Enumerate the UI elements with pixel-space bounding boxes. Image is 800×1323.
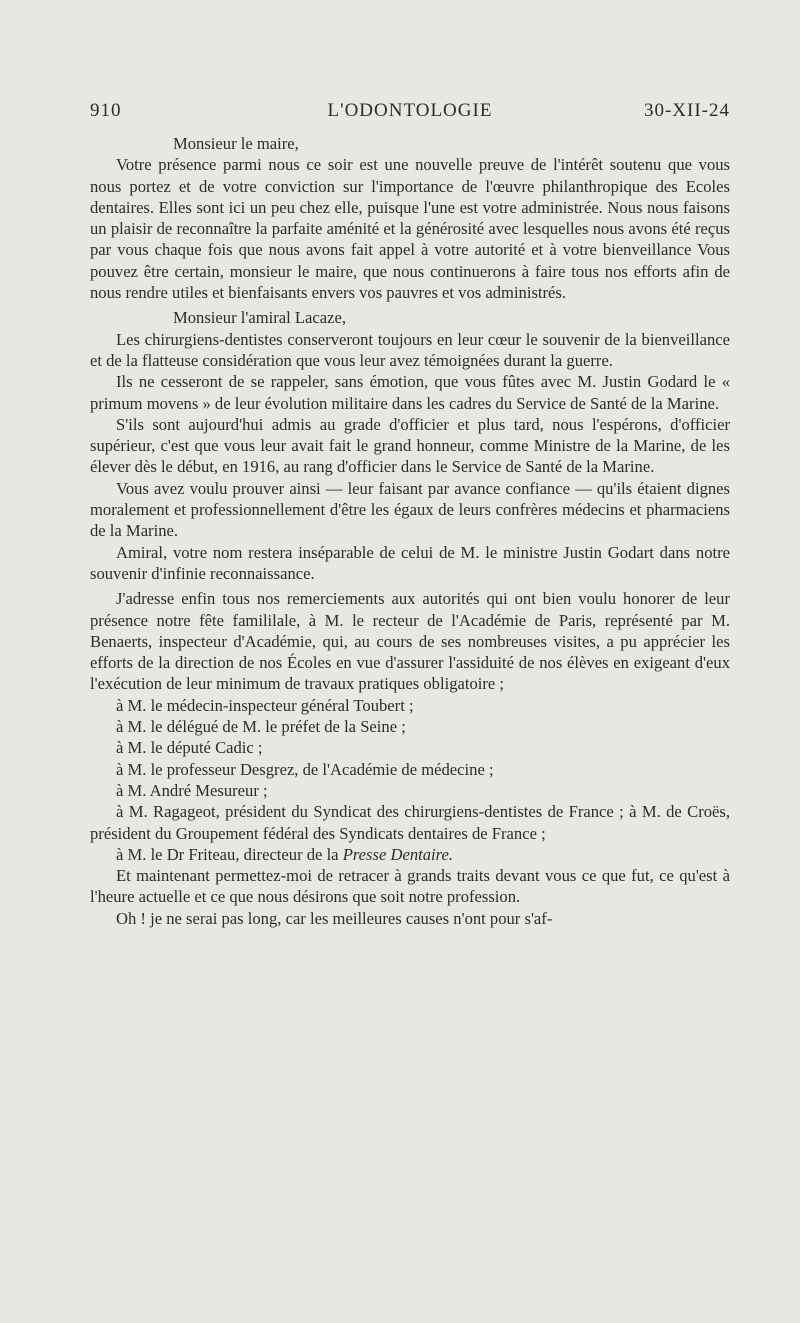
paragraph: Ils ne cesseront de se rappeler, sans émotion, que vous fûtes avec M. Justin Godard le « primum movens » de leur évolution militaire dans les cadres du Service de Santé de la Marine.	[90, 372, 730, 413]
list-item: à M. le délégué de M. le préfet de la Seine ;	[116, 717, 406, 737]
list-item-prefix: à M. le Dr Friteau, directeur de la	[116, 844, 339, 864]
list-item-last	[90, 844, 730, 865]
list-item: à M. le député Cadic ;	[116, 738, 263, 758]
paragraph: Amiral, votre nom restera inséparable de celui de M. le ministre Justin Godart dans notre souvenir d'infinie reconnaissance.	[90, 542, 730, 583]
issue-date: 30-XII-24	[643, 100, 730, 121]
list-item: à M. Ragageot, président du Syndicat des chirurgiens-dentistes de France ; à M. de Croës, président du Groupement fédéral des Syndicats dentaires de France ;	[90, 802, 730, 843]
paragraph: S'ils sont aujourd'hui admis au grade d'officier et plus tard, nous l'espérons, d'officier supérieur, c'est que vous leur avait fait le grand honneur, comme Ministre de la Marine, de les élever dès le début, en 1916, au rang d'officier dans le Service de Santé de la Marine.	[90, 414, 730, 477]
page-number: 910	[90, 100, 122, 121]
body-text	[90, 133, 730, 929]
paragraph: Votre présence parmi nous ce soir est une nouvelle preuve de l'intérêt soutenu que vous nous portez et de votre conviction sur l'importance de l'œuvre philanthropique des Ecoles dentaires. Elles sont ici un peu chez elle, puisque l'une est votre administrée. Nous nous faisons un plaisir de reconnaître la parfaite aménité et la générosité avec lesquelles nous avons été reçus par vous chaque fois que nous avons fait appel à votre autorité et à votre bienveillance Vous pouvez être certain, monsieur le maire, que nous continuerons à faire tous nos efforts afin de nous rendre utiles et bienfaisants envers vos pauvres et vos administrés.	[90, 155, 730, 303]
running-title: L'ODONTOLOGIE	[327, 100, 493, 121]
running-header	[90, 100, 730, 128]
list-item: à M. le médecin-inspecteur général Toubert ;	[116, 695, 414, 715]
paragraph: Et maintenant permettez-moi de retracer à grands traits devant vous ce que fut, ce qu'est à l'heure actuelle et ce que nous désirons que soit notre profession.	[90, 866, 730, 907]
paragraph: J'adresse enfin tous nos remerciements aux autorités qui ont bien voulu honorer de leur présence notre fête famililale, à M. le recteur de l'Académie de Paris, représenté par M. Benaerts, inspecteur d'Académie, qui, au cours de ses nombreuses visites, a pu apprécier les efforts de la direction de nos Écoles en vue d'assurer l'assiduité de nos élèves en exigeant d'eux l'exécution de leur minimum de travaux pratiques obligatoire ;	[90, 589, 730, 694]
list-item: à M. le professeur Desgrez, de l'Académie de médecine ;	[116, 759, 494, 779]
salutation-maire: Monsieur le maire,	[173, 134, 299, 153]
paragraph: Les chirurgiens-dentistes conserveront toujours en leur cœur le souvenir de la bienveillance et de la flatteuse considération que vous leur avez témoignées durant la guerre.	[90, 329, 730, 370]
paragraph: Vous avez voulu prouver ainsi — leur faisant par avance confiance — qu'ils étaient dignes moralement et professionnellement d'être les égaux de leurs confrères médecins et pharmaciens de la Marine.	[90, 478, 730, 541]
salutation-amiral: Monsieur l'amiral Lacaze,	[173, 308, 346, 328]
journal-title: Presse Dentaire.	[342, 844, 453, 864]
paragraph: Oh ! je ne serai pas long, car les meilleures causes n'ont pour s'af-	[116, 908, 553, 928]
list-item: à M. André Mesureur ;	[116, 780, 268, 800]
